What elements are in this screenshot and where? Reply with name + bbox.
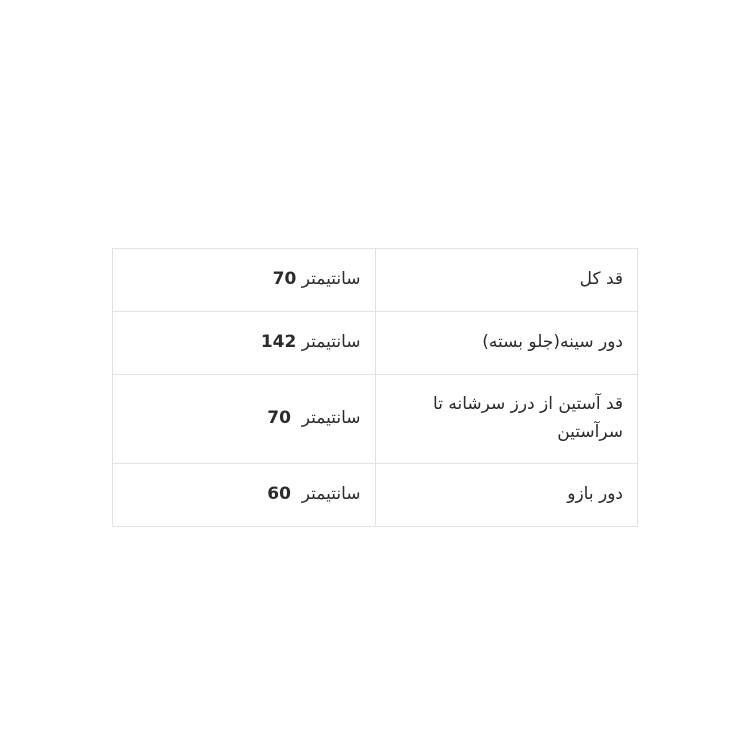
measurement-label: قد کل (375, 249, 638, 312)
table-row (113, 375, 638, 464)
measurement-number: 70 (272, 269, 297, 289)
measurement-label: دور بازو (375, 464, 638, 527)
measurement-unit: سانتیمتر (301, 408, 361, 429)
table-body (113, 249, 638, 527)
measurement-label: قد آستین از درز سرشانه تا سرآستین (375, 375, 638, 464)
measurement-unit: سانتیمتر (301, 332, 361, 353)
measurement-number: 70 (267, 408, 291, 429)
measurement-number: 60 (267, 484, 291, 505)
table-row (113, 312, 638, 375)
size-table-container (112, 248, 638, 527)
measurement-value (113, 312, 376, 375)
measurement-unit: سانتیمتر (301, 484, 361, 505)
size-measurement-table (112, 248, 638, 527)
measurement-value (113, 464, 376, 527)
measurement-label: دور سینه(جلو بسته) (375, 312, 638, 375)
measurement-value (113, 249, 376, 312)
table-row (113, 249, 638, 312)
measurement-unit: سانتیمتر (301, 269, 361, 289)
table-row (113, 464, 638, 527)
measurement-value (113, 375, 376, 464)
measurement-number: 142 (260, 332, 297, 353)
